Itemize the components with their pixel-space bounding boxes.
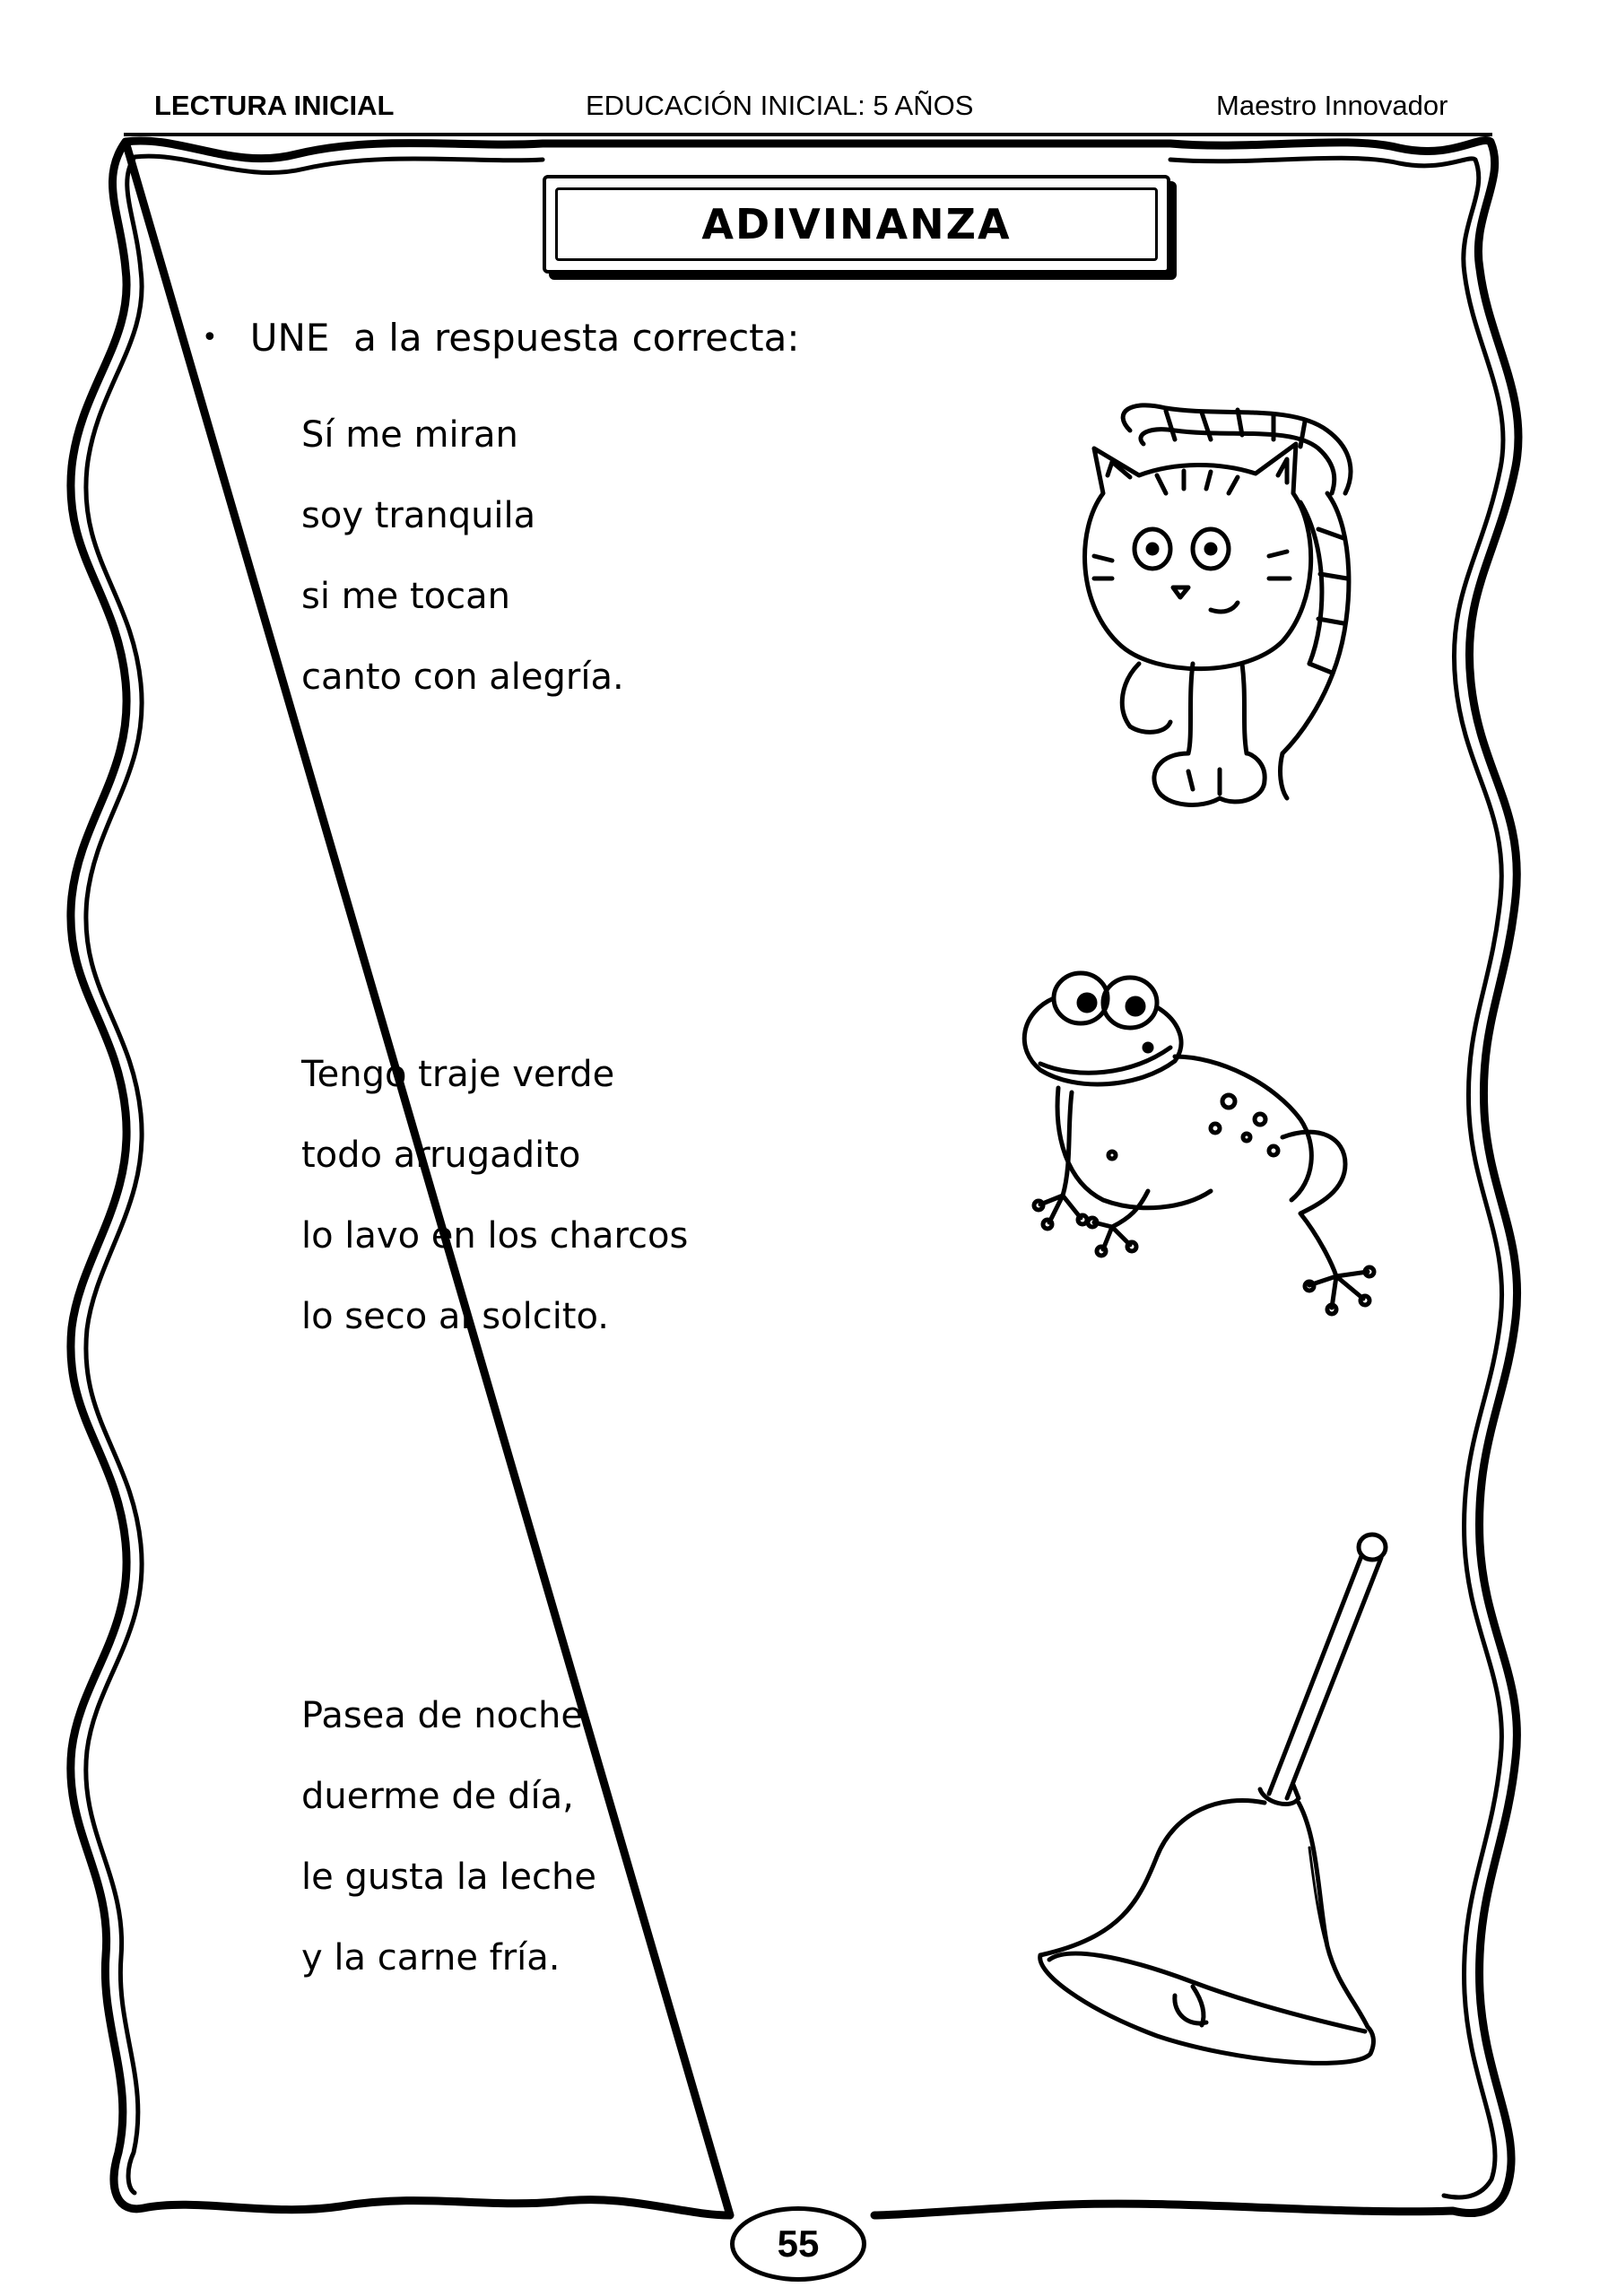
- riddle-line: lo lavo en los charcos: [301, 1215, 689, 1257]
- riddle-line: Pasea de noche: [301, 1695, 584, 1736]
- riddle-line: canto con alegría.: [301, 657, 624, 698]
- riddle-line: Sí me miran: [301, 414, 518, 456]
- riddle-line: Tengo traje verde: [301, 1054, 615, 1095]
- bullet: •: [202, 322, 218, 353]
- riddle-line: todo arrugadito: [301, 1135, 581, 1176]
- riddle-line: soy tranquila: [301, 495, 536, 536]
- header-center: EDUCACIÓN INICIAL: 5 AÑOS: [586, 90, 974, 121]
- title-box: [543, 175, 1170, 274]
- instruction: [202, 316, 800, 360]
- riddle-line: y la carne fría.: [301, 1937, 561, 1979]
- header-right: Maestro Innovador: [1216, 90, 1448, 121]
- page-number-oval: [730, 2206, 866, 2282]
- page-title: ADIVINANZA: [701, 200, 1012, 248]
- riddle-line: lo seco al solcito.: [301, 1296, 609, 1337]
- instruction-text: UNE a la respuesta correcta:: [249, 316, 800, 360]
- riddle-line: le gusta la leche: [301, 1857, 596, 1898]
- title-inner-frame: [555, 187, 1158, 261]
- riddle-1: [301, 395, 624, 718]
- riddle-line: si me tocan: [301, 576, 510, 617]
- header-left: LECTURA INICIAL: [154, 90, 395, 121]
- frog-drawing: [1004, 958, 1408, 1335]
- riddle-2: [301, 1034, 688, 1357]
- riddle-line: duerme de día,: [301, 1776, 574, 1817]
- page-number: 55: [777, 2222, 820, 2265]
- bell-drawing: [1013, 1525, 1435, 2090]
- page-number-badge: [730, 2206, 874, 2287]
- riddle-3: [301, 1675, 596, 1998]
- cat-drawing: [1058, 395, 1417, 834]
